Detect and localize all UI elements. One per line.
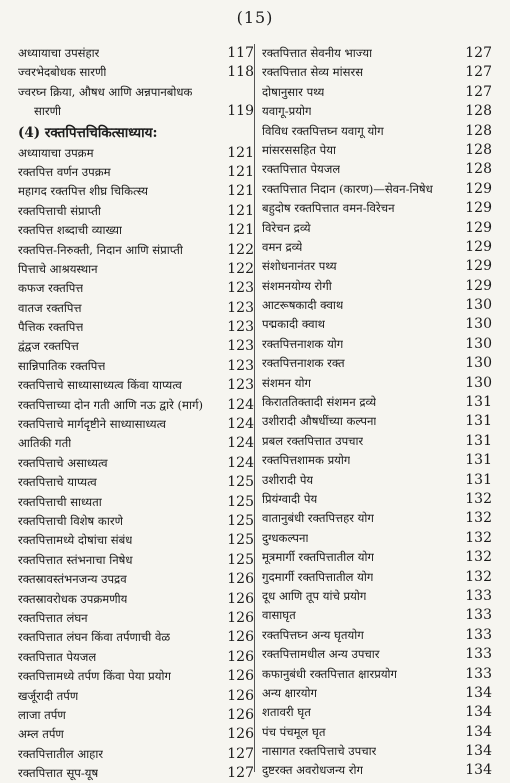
toc-entry-page: 129 xyxy=(465,238,492,255)
toc-entry xyxy=(262,742,492,761)
toc-entry-title: पंच पंचमूल घृत xyxy=(262,724,326,739)
toc-entry xyxy=(262,665,492,684)
toc-entry-page: 133 xyxy=(465,607,492,624)
toc-entry-page: 121 xyxy=(227,144,254,161)
toc-entry xyxy=(18,745,254,764)
toc-entry-page: 125 xyxy=(227,551,254,568)
toc-entry-page: 133 xyxy=(465,626,492,643)
toc-entry xyxy=(18,473,254,492)
toc-entry xyxy=(18,493,254,512)
toc-entry-title: अध्यायाचा उपसंहार xyxy=(18,46,100,60)
toc-entry-title: रक्तपित्त वर्णन उपक्रम xyxy=(18,164,111,179)
toc-entry-page: 123 xyxy=(227,319,254,336)
toc-entry xyxy=(262,277,492,296)
toc-entry xyxy=(18,163,254,182)
toc-entry-page: 126 xyxy=(227,648,254,665)
toc-entry xyxy=(18,396,254,415)
toc-entry xyxy=(262,723,492,742)
toc-entry xyxy=(18,764,254,783)
page-number: (15) xyxy=(236,8,274,27)
toc-entry xyxy=(262,684,492,703)
toc-entry xyxy=(18,182,254,201)
toc-entry-page: 126 xyxy=(227,629,254,646)
toc-entry-title: रक्तपित्तशामक प्रयोग xyxy=(262,453,351,468)
toc-entry-page: 127 xyxy=(465,64,492,81)
toc-entry-title: कफानुबंधी रक्तपित्तात क्षारप्रयोग xyxy=(262,666,398,681)
toc-entry-title: बहुदोष रक्तपित्तात वमन-विरेचन xyxy=(262,201,395,216)
toc-entry-title: दूध आणि तूप यांचे प्रयोग xyxy=(262,588,367,603)
toc-entry-page: 124 xyxy=(227,435,254,452)
toc-entry-title: विविध रक्तपित्तघ्न यवागू योग xyxy=(262,123,384,138)
toc-entry-page: 130 xyxy=(465,374,492,391)
toc-entry-page: 126 xyxy=(227,706,254,723)
toc-entry xyxy=(18,144,254,163)
toc-entry-page: 132 xyxy=(465,490,492,507)
toc-entry-page: 123 xyxy=(227,299,254,316)
toc-entry-page: 123 xyxy=(227,377,254,394)
toc-entry xyxy=(262,296,492,315)
toc-entry-page: 134 xyxy=(465,704,492,721)
toc-entry xyxy=(18,318,254,337)
toc-entry-title: मांसरससहित पेया xyxy=(262,142,336,157)
toc-entry-page: 132 xyxy=(465,549,492,566)
toc-entry-title: द्वंद्वज रक्तपित्त xyxy=(18,339,79,354)
toc-entry xyxy=(262,315,492,334)
toc-entry xyxy=(262,412,492,431)
toc-entry-title: उशीरादी पेय xyxy=(262,472,314,487)
toc-entry-page: 125 xyxy=(227,532,254,549)
toc-entry-page: 123 xyxy=(227,280,254,297)
toc-entry-page: 133 xyxy=(465,665,492,682)
toc-entry-page: 134 xyxy=(465,743,492,760)
toc-entry xyxy=(262,83,492,102)
toc-entry-page: 128 xyxy=(465,122,492,139)
toc-entry xyxy=(18,241,254,260)
toc-entry-title: रक्तपित्ताची साध्यता xyxy=(18,494,102,509)
toc-entry-title: (4) रक्तपित्तचिकित्साध्याय: xyxy=(18,124,158,141)
toc-entry xyxy=(18,706,254,725)
toc-entry xyxy=(18,337,254,356)
toc-entry-title: आटरूषकादी क्वाथ xyxy=(262,298,344,313)
toc-entry-title: रक्तपित्त शब्दाची व्याख्या xyxy=(18,223,123,238)
toc-entry-title: रक्तपित्त-निरुक्ती, निदान आणि संप्राप्ती xyxy=(18,242,183,257)
toc-entry-page: 132 xyxy=(465,529,492,546)
toc-entry-title: रक्तपित्तात लंघन xyxy=(18,610,88,625)
toc-entry xyxy=(262,335,492,354)
toc-entry xyxy=(262,102,492,121)
toc-entry-title: सान्निपातिक रक्तपित्त xyxy=(18,358,106,373)
toc-entry-title: रक्तपित्ताच्या दोन गती आणि नऊ द्वारे (मार्ग) xyxy=(18,397,204,412)
toc-entry-page: 122 xyxy=(227,260,254,277)
toc-entry-page: 129 xyxy=(465,258,492,275)
toc-entry-page: 128 xyxy=(465,161,492,178)
toc-entry xyxy=(18,454,254,473)
toc-entry-title: रक्तपित्ताचे साध्यासाध्यत्व किंवा याप्यत्व xyxy=(18,378,182,393)
toc-entry-page: 121 xyxy=(227,202,254,219)
toc-entry-page: 122 xyxy=(227,241,254,258)
toc-entry xyxy=(262,354,492,373)
toc-entry-title: रक्तपित्तामधील अन्य उपचार xyxy=(262,647,380,662)
toc-entry-page: 123 xyxy=(227,357,254,374)
toc-entry xyxy=(18,415,254,434)
toc-entry-page: 127 xyxy=(227,765,254,782)
toc-entry-title: रक्तपित्तात लंघन किंवा तर्पणाची वेळ xyxy=(18,630,171,645)
toc-entry xyxy=(262,63,492,82)
toc-entry-page: 131 xyxy=(465,413,492,430)
toc-entry xyxy=(18,551,254,570)
toc-left-column xyxy=(18,44,254,783)
toc-entry-title: रक्तपित्तातील आहार xyxy=(18,746,104,761)
toc-entry-title: रक्तपित्तात सूप-यूष xyxy=(18,766,99,781)
toc-entry-title: दुग्धकल्पना xyxy=(262,530,309,545)
toc-entry-page: 130 xyxy=(465,316,492,333)
toc-entry-title: शतावरी घृत xyxy=(262,705,311,720)
toc-entry xyxy=(262,568,492,587)
toc-entry-title: वातानुबंधी रक्तपित्तहर योग xyxy=(262,511,374,526)
toc-entry-page: 127 xyxy=(465,83,492,100)
toc-entry-page: 126 xyxy=(227,609,254,626)
toc-entry-title: आतिकी गती xyxy=(18,436,72,451)
toc-entry-title: दुष्टरक्त अवरोधजन्य रोग xyxy=(262,763,364,778)
toc-entry-page: 123 xyxy=(227,338,254,355)
toc-entry xyxy=(18,667,254,686)
toc-entry-page: 126 xyxy=(227,668,254,685)
toc-entry-title: रक्तपित्ताचे मार्गदृष्टीने साध्यासाध्यत्व xyxy=(18,417,167,432)
toc-section-heading xyxy=(18,122,254,144)
toc-entry xyxy=(18,44,254,63)
toc-entry xyxy=(18,83,254,102)
toc-entry-page: 134 xyxy=(465,762,492,779)
toc-entry-page: 126 xyxy=(227,687,254,704)
toc-entry-page: 126 xyxy=(227,571,254,588)
toc-entry-title: रक्तपित्तात पेयजल xyxy=(262,162,341,177)
toc-entry-title: वातज रक्तपित्त xyxy=(18,300,82,315)
toc-entry xyxy=(262,238,492,257)
toc-entry-title: नासागत रक्तपित्ताचे उपचार xyxy=(262,744,377,759)
toc-entry-title: वमन द्रव्ये xyxy=(262,239,303,254)
toc-entry-page: 134 xyxy=(465,684,492,701)
toc-entry-title: वासाघृत xyxy=(262,608,296,623)
toc-entry-page: 127 xyxy=(227,745,254,762)
toc-entry-page: 126 xyxy=(227,726,254,743)
toc-entry-title: विरेचन द्रव्ये xyxy=(262,220,311,235)
toc-entry xyxy=(18,221,254,240)
toc-entry xyxy=(262,44,492,63)
toc-entry xyxy=(18,279,254,298)
toc-entry-page: 130 xyxy=(465,355,492,372)
toc-entry-title: पद्मकादी क्वाथ xyxy=(262,317,326,332)
toc-entry xyxy=(18,512,254,531)
toc-entry xyxy=(262,626,492,645)
toc-entry xyxy=(18,725,254,744)
toc-entry-title: ज्वरभेदबोधक सारणी xyxy=(18,65,107,80)
toc-entry xyxy=(262,645,492,664)
toc-entry-page: 124 xyxy=(227,416,254,433)
toc-entry-title: रक्तपित्तात स्तंभनाचा निषेध xyxy=(18,552,133,567)
toc-entry-page: 121 xyxy=(227,163,254,180)
toc-entry-page: 128 xyxy=(465,103,492,120)
toc-entry-page: 127 xyxy=(465,45,492,61)
toc-entry-title: उशीरादी औषधींच्या कल्पना xyxy=(262,414,377,429)
toc-entry-title: ज्वरघ्न क्रिया, औषध आणि अन्नपानबोधक xyxy=(18,84,193,99)
toc-entry-title: रक्तपित्तात पेयजल xyxy=(18,649,97,664)
toc-entry xyxy=(18,260,254,279)
toc-entry-title: रक्तस्रावरोधक उपक्रमणीय xyxy=(18,591,128,606)
toc-entry-title: किराततिक्तादी संशमन द्रव्ये xyxy=(262,395,377,410)
toc-entry xyxy=(18,376,254,395)
toc-entry-title: रक्तपित्ताची संप्राप्ती xyxy=(18,203,101,218)
toc-entry-title: प्रियंग्वादी पेय xyxy=(262,491,318,506)
toc-entry-page: 119 xyxy=(227,103,254,120)
toc-entry xyxy=(18,299,254,318)
toc-entry xyxy=(262,548,492,567)
toc-entry-page: 121 xyxy=(227,183,254,200)
toc-entry-title: रक्तपित्तघ्न अन्य घृतयोग xyxy=(262,627,364,642)
toc-entry-page: 121 xyxy=(227,222,254,239)
toc-entry-title: रक्तपित्ताचे असाध्यत्व xyxy=(18,455,108,470)
toc-entry-title: अन्य क्षारयोग xyxy=(262,685,317,700)
toc-entry-page: 124 xyxy=(227,454,254,471)
toc-entry-title: प्रबल रक्तपित्तात उपचार xyxy=(262,433,364,448)
toc-entry xyxy=(18,531,254,550)
toc-entry-title: रक्तपित्ताची विशेष कारणे xyxy=(18,513,123,528)
toc-entry xyxy=(18,63,254,82)
toc-entry xyxy=(262,257,492,276)
toc-entry xyxy=(18,357,254,376)
toc-entry-page: 131 xyxy=(465,432,492,449)
toc-entry xyxy=(18,687,254,706)
toc-entry-title: पैत्तिक रक्तपित्त xyxy=(18,320,84,335)
toc-entry-page: 129 xyxy=(465,219,492,236)
toc-entry-page: 124 xyxy=(227,396,254,413)
toc-entry-title: सारणी xyxy=(34,104,61,119)
toc-entry-title: खर्जूरादी तर्पण xyxy=(18,688,79,703)
toc-entry xyxy=(262,490,492,509)
toc-entry-title: यवागू-प्रयोग xyxy=(262,104,312,119)
toc-entry-page: 133 xyxy=(465,646,492,663)
toc-entry-title: गुदमार्गी रक्तपित्तातील योग xyxy=(262,569,374,584)
toc-entry xyxy=(262,393,492,412)
toc-entry-page: 128 xyxy=(465,141,492,158)
toc-entry-page: 134 xyxy=(465,723,492,740)
toc-entry-title: महागद रक्तपित्त शीघ्र चिकित्स्य xyxy=(18,184,148,199)
toc-entry xyxy=(262,471,492,490)
toc-entry-title: रक्तपित्तात सेवनीय भाज्या xyxy=(262,46,373,60)
toc-entry xyxy=(18,648,254,667)
toc-entry-page: 125 xyxy=(227,512,254,529)
toc-entry-title: रक्तपित्तामध्ये तर्पण किंवा पेया प्रयोग xyxy=(18,669,172,684)
toc-entry-page: 131 xyxy=(465,452,492,469)
toc-entry-title: कफज रक्तपित्त xyxy=(18,281,84,296)
column-divider xyxy=(254,44,255,772)
toc-entry xyxy=(262,451,492,470)
toc-entry xyxy=(262,606,492,625)
toc-entry xyxy=(262,160,492,179)
toc-entry xyxy=(262,509,492,528)
toc-entry-page: 118 xyxy=(227,64,254,81)
toc-entry-page: 131 xyxy=(465,394,492,411)
toc-entry-title: अम्ल तर्पण xyxy=(18,727,64,742)
toc-entry-title: रक्तपित्तामध्ये दोषांचा संबंध xyxy=(18,533,133,548)
toc-entry-title: संशोधनानंतर पथ्य xyxy=(262,259,337,274)
toc-entry xyxy=(262,374,492,393)
toc-entry-title: दोषानुसार पथ्य xyxy=(262,84,325,99)
toc-entry-page: 133 xyxy=(465,587,492,604)
toc-entry-page: 129 xyxy=(465,180,492,197)
toc-entry-page: 130 xyxy=(465,335,492,352)
toc-entry xyxy=(262,180,492,199)
toc-entry xyxy=(18,609,254,628)
toc-entry xyxy=(262,219,492,238)
toc-entry xyxy=(262,122,492,141)
toc-entry-title: संशमनयोग्य रोगी xyxy=(262,278,332,293)
toc-entry-title: रक्तस्रावस्तंभनजन्य उपद्रव xyxy=(18,572,127,587)
toc-entry xyxy=(262,703,492,722)
toc-entry xyxy=(262,199,492,218)
toc-entry-title: रक्तपित्तात सेव्य मांसरस xyxy=(262,65,364,80)
toc-entry-title: रक्तपित्तनाशक योग xyxy=(262,336,344,351)
toc-entry xyxy=(262,141,492,160)
toc-entry xyxy=(262,587,492,606)
toc-entry-title: मूत्रमार्गी रक्तपित्तातील योग xyxy=(262,550,375,565)
toc-entry xyxy=(262,432,492,451)
toc-entry-page: 117 xyxy=(227,45,254,61)
toc-entry-title: लाजा तर्पण xyxy=(18,707,66,722)
toc-entry xyxy=(18,202,254,221)
toc-entry-page: 132 xyxy=(465,510,492,527)
toc-entry-page: 131 xyxy=(465,471,492,488)
toc-entry-title: संशमन योग xyxy=(262,375,312,390)
toc-entry-title: रक्तपित्तात निदान (कारण)—सेवन-निषेध xyxy=(262,181,433,196)
toc-entry-page: 129 xyxy=(465,200,492,217)
toc-entry-title: रक्तपित्ताचे याप्यत्व xyxy=(18,475,97,490)
toc-entry-page: 132 xyxy=(465,568,492,585)
toc-entry-page: 125 xyxy=(227,474,254,491)
toc-entry-title: रक्तपित्तनाशक रक्त xyxy=(262,356,345,371)
toc-entry-page: 129 xyxy=(465,277,492,294)
toc-entry xyxy=(18,570,254,589)
toc-entry xyxy=(18,434,254,453)
toc-entry-page: 125 xyxy=(227,493,254,510)
toc-entry xyxy=(262,529,492,548)
toc-entry-page: 126 xyxy=(227,590,254,607)
toc-right-column xyxy=(262,44,492,781)
toc-entry xyxy=(18,102,254,121)
toc-entry xyxy=(18,628,254,647)
toc-entry-title: अध्यायाचा उपक्रम xyxy=(18,145,94,160)
toc-entry-title: पित्ताचे आश्रयस्थान xyxy=(18,261,98,276)
toc-entry xyxy=(18,590,254,609)
toc-entry-page: 130 xyxy=(465,297,492,314)
